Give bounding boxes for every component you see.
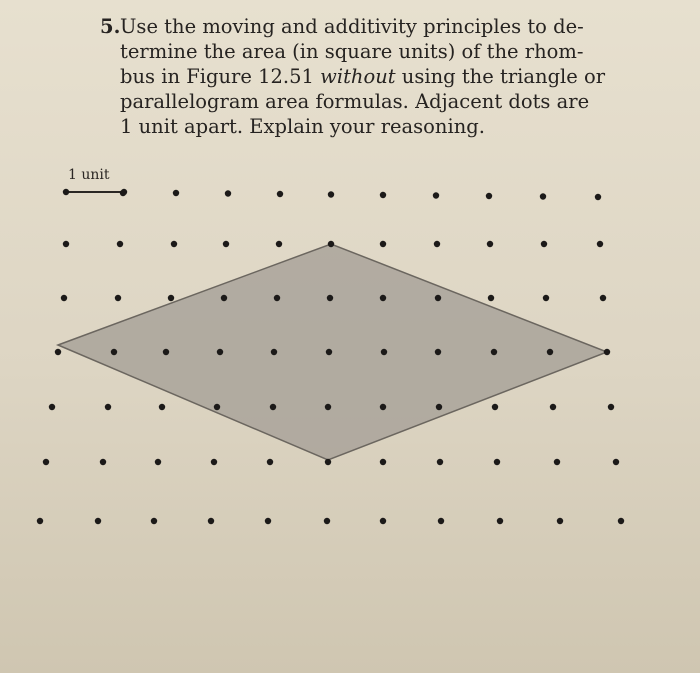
grid-dot — [277, 191, 283, 197]
grid-dot — [100, 459, 106, 465]
grid-dot — [43, 459, 49, 465]
grid-dot — [497, 518, 503, 524]
grid-dot — [486, 193, 492, 199]
grid-dot — [159, 404, 165, 410]
grid-dot — [608, 404, 614, 410]
grid-dot — [61, 295, 67, 301]
grid-dot — [49, 404, 55, 410]
problem-line-2: termine the area (in square units) of the rhom- — [120, 40, 584, 63]
grid-dot — [487, 241, 493, 247]
grid-dot — [325, 459, 331, 465]
grid-dot — [274, 295, 280, 301]
grid-dot — [117, 241, 123, 247]
grid-dot — [173, 190, 179, 196]
grid-dot — [600, 295, 606, 301]
grid-dot — [541, 241, 547, 247]
grid-dot — [37, 518, 43, 524]
grid-dot — [492, 404, 498, 410]
grid-dot — [325, 404, 331, 410]
grid-dot — [223, 241, 229, 247]
grid-dot — [221, 295, 227, 301]
grid-dot — [557, 518, 563, 524]
grid-dot — [276, 241, 282, 247]
grid-dot — [434, 241, 440, 247]
grid-dot — [105, 404, 111, 410]
grid-dot — [111, 349, 117, 355]
grid-dot — [327, 295, 333, 301]
grid-dot — [604, 349, 610, 355]
grid-dot — [494, 459, 500, 465]
problem-line-3-start: bus in Figure 12.51 — [120, 65, 321, 88]
grid-dot — [595, 194, 601, 200]
grid-dot — [208, 518, 214, 524]
problem-number: 5. — [100, 15, 121, 38]
grid-dot — [225, 190, 231, 196]
grid-dot — [63, 241, 69, 247]
grid-dot — [163, 349, 169, 355]
grid-dot — [380, 518, 386, 524]
grid-dot — [380, 295, 386, 301]
grid-dot — [270, 404, 276, 410]
problem-line-5: 1 unit apart. Explain your reasoning. — [120, 115, 485, 138]
grid-dot — [267, 459, 273, 465]
grid-dot — [328, 191, 334, 197]
grid-dot — [597, 241, 603, 247]
unit-label: 1 unit — [68, 167, 110, 183]
grid-dot — [435, 349, 441, 355]
grid-dot — [214, 404, 220, 410]
grid-dot — [433, 192, 439, 198]
grid-dot — [55, 349, 61, 355]
grid-dot — [328, 241, 334, 247]
grid-dot — [324, 518, 330, 524]
grid-dot — [381, 349, 387, 355]
grid-dot — [95, 518, 101, 524]
problem-line-3-end: using the triangle or — [395, 65, 606, 88]
grid-dot — [437, 459, 443, 465]
grid-dot — [168, 295, 174, 301]
grid-dot — [380, 459, 386, 465]
grid-dot — [436, 404, 442, 410]
grid-dot — [550, 404, 556, 410]
grid-dot — [171, 241, 177, 247]
grid-dot — [618, 518, 624, 524]
grid-dot — [613, 459, 619, 465]
grid-dot — [380, 404, 386, 410]
rhombus-shape — [58, 244, 607, 460]
grid-dot — [491, 349, 497, 355]
grid-dot — [543, 295, 549, 301]
unit-bar-endpoint — [63, 189, 69, 195]
grid-dot — [115, 295, 121, 301]
grid-dot — [438, 518, 444, 524]
grid-dot — [488, 295, 494, 301]
grid-dot — [151, 518, 157, 524]
grid-dot — [211, 459, 217, 465]
grid-dot — [217, 349, 223, 355]
unit-bar-endpoint — [121, 189, 127, 195]
grid-dot — [155, 459, 161, 465]
grid-dot — [326, 349, 332, 355]
problem-line-1: Use the moving and additivity principles to de- — [120, 15, 584, 38]
problem-line-4: parallelogram area formulas. Adjacent dots are — [120, 90, 590, 113]
grid-dot — [265, 518, 271, 524]
grid-dot — [271, 349, 277, 355]
grid-dot — [380, 192, 386, 198]
grid-dot — [380, 241, 386, 247]
problem-emphasis-without: without — [320, 65, 396, 88]
grid-dot — [435, 295, 441, 301]
grid-dot — [554, 459, 560, 465]
grid-dot — [540, 193, 546, 199]
grid-dot — [547, 349, 553, 355]
